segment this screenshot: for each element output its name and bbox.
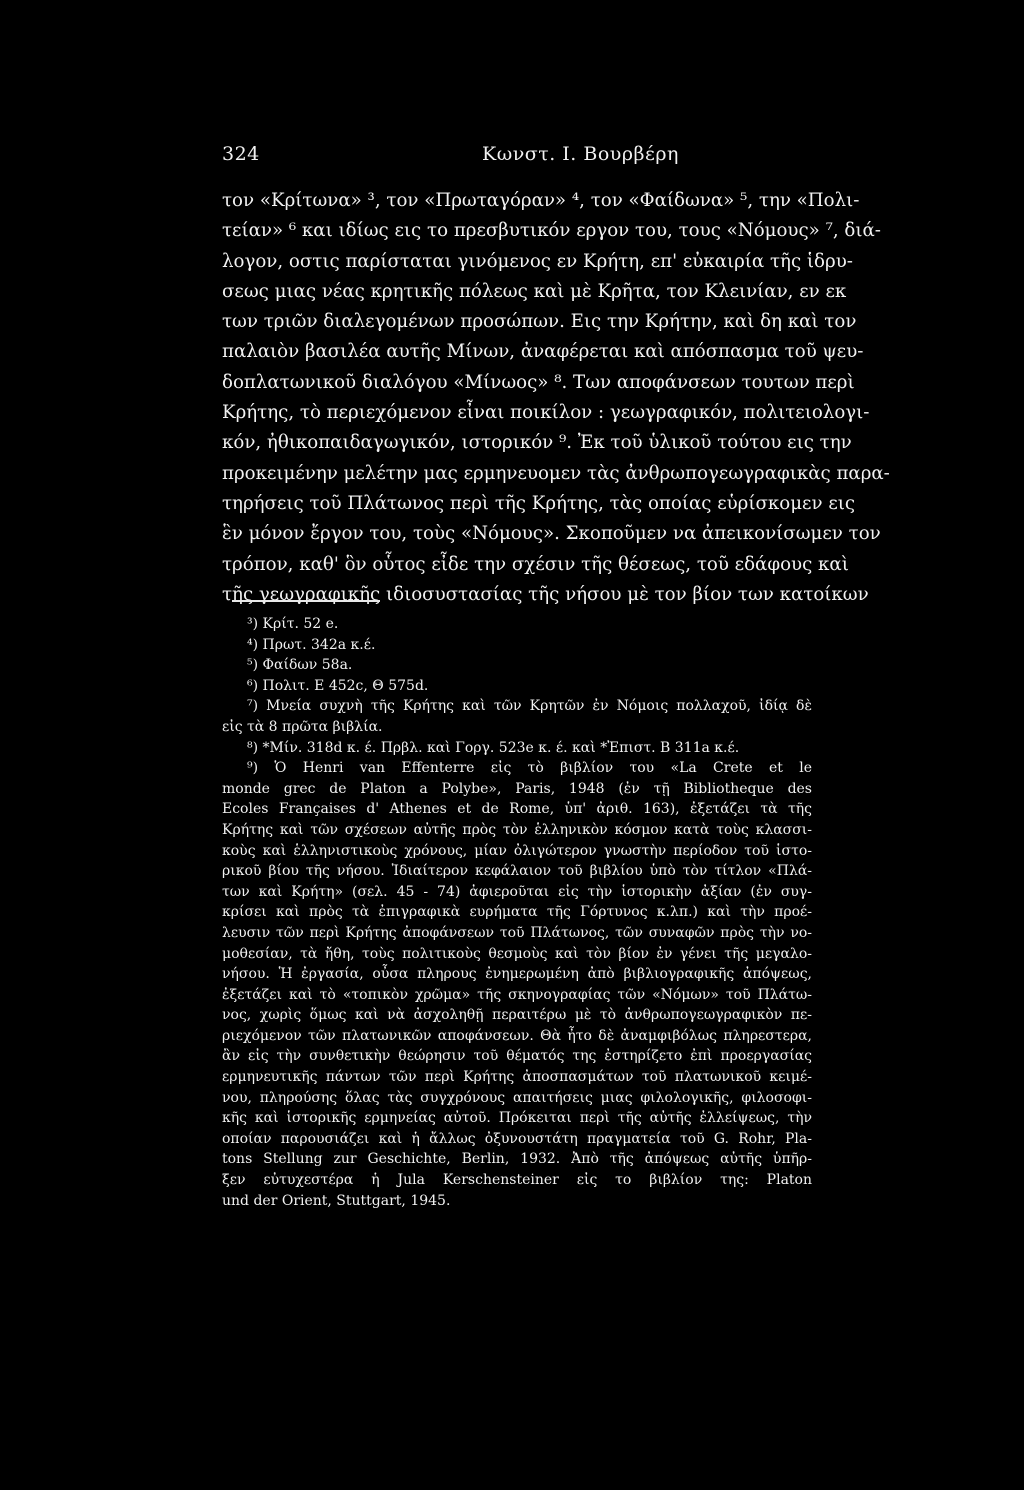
- footnote-line: ερμηνευτικῆς πάντων τῶν περὶ Κρήτης ἀποσπασμάτων τοῦ πλατωνικοῦ κειμέ-: [222, 1069, 812, 1086]
- footnote-line: ⁶) Πολιτ. Ε 452c, Θ 575d.: [247, 677, 429, 694]
- page-header: [222, 143, 812, 169]
- body-line: ἓν μόνον ἔργον του, τοὺς «Νόμους». Σκοποῦμεν να ἀπεικονίσωμεν τον: [222, 523, 881, 545]
- footnotes: [222, 614, 812, 1211]
- body-line: των τριῶν διαλεγομένων προσώπων. Εις την Κρήτην, καὶ δη καὶ τον: [222, 311, 857, 333]
- footnote-line: μοθεσίαν, τὰ ἤθη, τοὺς πολιτικοὺς θεσμοὺς καὶ τὸν βίον ἐν γένει τῆς μεγαλο-: [222, 945, 812, 962]
- footnote-line: εἰς τὰ 8 πρῶτα βιβλία.: [222, 718, 383, 735]
- body-line: τον «Κρίτωνα» ³, τον «Πρωταγόραν» ⁴, τον «Φαίδωνα» ⁵, την «Πολι-: [222, 190, 860, 211]
- footnote-line: των καὶ Κρήτη» (σελ. 45 - 74) ἀφιεροῦται εἰς τὴν ἱστορικὴν ἀξίαν (ἐν συγ-: [222, 883, 812, 900]
- main-text: [222, 186, 890, 610]
- body-line: Κρήτης, τὸ περιεχόμενον εἶναι ποικίλον : γεωγραφικόν, πολιτειολογι-: [222, 402, 870, 424]
- body-line: τρόπον, καθ' ὃν οὗτος εἶδε την σχέσιν τῆς θέσεως, τοῦ εδάφους καὶ: [222, 553, 849, 575]
- footnote-line: κῆς καὶ ἱστορικῆς ερμηνείας αὐτοῦ. Πρόκειται περὶ τῆς αὐτῆς ἐλλείψεως, τὴν: [222, 1110, 812, 1127]
- footnote-line: ἂν εἰς τὴν συνθετικὴν θεώρησιν τοῦ θέματός της ἐστηρίζετο ἐπὶ προεργασίας: [222, 1048, 812, 1065]
- footnote-line: ⁷) Μνεία συχνὴ τῆς Κρήτης καὶ τῶν Κρητῶν ἐν Νόμοις πολλαχοῦ, ἰδίᾳ δὲ: [247, 698, 812, 715]
- body-line: λογον, οστις παρίσταται γινόμενος εν Κρήτη, επ' εὐκαιρία τῆς ἱδρυ-: [222, 250, 853, 272]
- body-line: κόν, ἠθικοπαιδαγωγικόν, ιστορικόν ⁹. Ἐκ τοῦ ὑλικοῦ τούτου εις την: [222, 432, 852, 454]
- footnote-line: ρικοῦ βίου τῆς νήσου. Ἰδιαίτερον κεφάλαιον τοῦ βιβλίου ὑπὸ τὸν τίτλον «Πλά-: [222, 863, 812, 880]
- footnote-line: monde grec de Platon a Polybe», Paris, 1948 (ἐν τῇ Bibliotheque des: [222, 780, 812, 797]
- footnote-line: κρίσει καὶ πρὸς τὰ ἐπιγραφικὰ ευρήματα τῆς Γόρτυνος κ.λπ.) καὶ τὴν προέ-: [222, 904, 812, 921]
- footnote-line: Κρήτης καὶ τῶν σχέσεων αὐτῆς πρὸς τὸν ἑλληνικὸν κόσμον κατὰ τοὺς κλασσι-: [222, 821, 812, 838]
- body-line: τηρήσεις τοῦ Πλάτωνος περὶ τῆς Κρήτης, τὰς οποίας εὑρίσκομεν εις: [222, 492, 856, 514]
- footnote-line: tons Stellung zur Geschichte, Berlin, 1932. Ἀπὸ τῆς ἀπόψεως αὐτῆς ὑπῆρ-: [222, 1151, 812, 1168]
- running-head: Κωνστ. Ι. Βουρβέρη: [482, 143, 679, 165]
- page-number: 324: [222, 143, 260, 165]
- footnote-line: ³) Κρίτ. 52 e.: [247, 616, 339, 632]
- footnote-line: ⁵) Φαίδων 58a.: [247, 657, 353, 674]
- body-line: τείαν» ⁶ και ιδίως εις το πρεσβυτικόν εργον του, τους «Νόμους» ⁷, διά-: [222, 220, 881, 242]
- body-line: προκειμένην μελέτην μας ερμηνευομεν τὰς ἀνθρωπογεωγραφικὰς παρα-: [222, 462, 890, 484]
- body-line: παλαιὸν βασιλέα αυτῆς Μίνων, ἀναφέρεται καὶ απόσπασμα τοῦ ψευ-: [222, 341, 864, 363]
- footnote-line: ξεν εὐτυχεστέρα ἡ Jula Kerschensteiner εἰς το βιβλίον της: Platon: [222, 1172, 812, 1189]
- footnote-line: νος, χωρὶς ὅμως καὶ νὰ ἀσχοληθῇ περαιτέρω μὲ τὸ ἀνθρωπογεωγραφικὸν πε-: [222, 1007, 812, 1024]
- footnote-line: und der Orient, Stuttgart, 1945.: [222, 1192, 451, 1209]
- footnote-line: ⁴) Πρωτ. 342a κ.έ.: [247, 636, 376, 653]
- footnote-line: ἐξετάζει καὶ τὸ «τοπικὸν χρῶμα» τῆς σκηνογραφίας τῶν «Νόμων» τοῦ Πλάτω-: [222, 986, 812, 1003]
- footnote-line: οποίαν παρουσιάζει καὶ ἡ ἄλλως ὀξυνουστάτη πραγματεία τοῦ G. Rohr, Pla-: [222, 1130, 812, 1147]
- footnote-rule: [232, 600, 380, 602]
- footnote-line: ⁸) *Μίν. 318d κ. έ. Πρβλ. καὶ Γοργ. 523e κ. έ. καὶ *Ἐπιστ. Β 311a κ.έ.: [247, 739, 740, 756]
- body-line: τῆς γεωγραφικῆς ιδιοσυστασίας τῆς νήσου μὲ τον βίον των κατοίκων: [222, 583, 869, 605]
- footnote-line: νήσου. Ἡ ἐργασία, οὖσα πληρους ἐνημερωμένη ἀπὸ βιβλιογραφικῆς ἀπόψεως,: [222, 966, 812, 983]
- footnote-line: Ecoles Françaises d' Athenes et de Rome, ὑπ' ἀριθ. 163), ἐξετάζει τὰ τῆς: [222, 801, 812, 818]
- body-line: σεως μιας νέας κρητικῆς πόλεως καὶ μὲ Κρῆτα, τον Κλεινίαν, εν εκ: [222, 280, 847, 302]
- footnote-line: κοὺς καὶ ἑλληνιστικοὺς χρόνους, μίαν ὀλιγώτερον γνωστὴν περίοδον τοῦ ἱστο-: [222, 842, 812, 859]
- footnote-line: λευσιν τῶν περὶ Κρήτης ἀποφάνσεων τοῦ Πλάτωνος, τῶν συναφῶν πρὸς τὴν νο-: [222, 924, 812, 941]
- body-line: δοπλατωνικοῦ διαλόγου «Μίνωος» ⁸. Των αποφάνσεων τουτων περὶ: [222, 371, 855, 393]
- footnote-line: νου, πληρούσης ὅλας τὰς συγχρόνους απαιτήσεις μιας φιλολογικῆς, φιλοσοφι-: [222, 1089, 812, 1106]
- footnote-line: ριεχόμενον τῶν πλατωνικῶν αποφάνσεων. Θὰ ἦτο δὲ ἀναμφιβόλως πληρεστερα,: [222, 1027, 812, 1044]
- footnote-line: ⁹) Ὁ Henri van Effenterre εἰς τὸ βιβλίον του «La Crete et le: [247, 760, 812, 777]
